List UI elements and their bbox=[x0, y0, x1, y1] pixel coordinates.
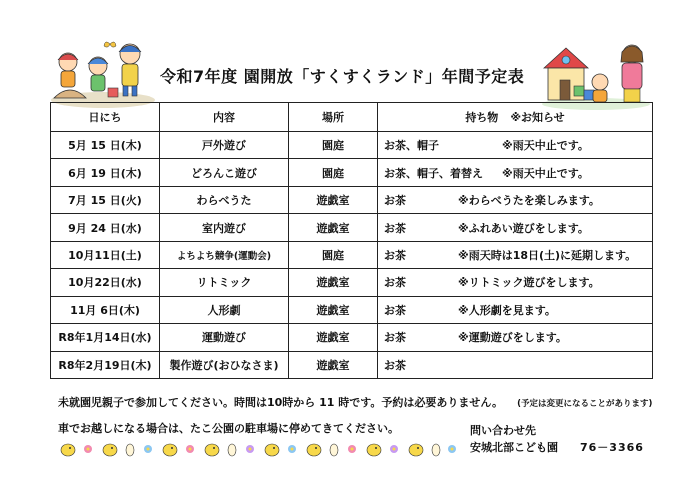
chick-icon bbox=[205, 444, 219, 456]
table-row bbox=[51, 241, 653, 268]
page-title: 令和7年度 園開放「すくすくランド」年間予定表 bbox=[160, 67, 525, 86]
header-date: 日にち bbox=[51, 103, 160, 132]
row-items-cell bbox=[378, 132, 653, 159]
footer-change-note: (予定は変更になることがあります) bbox=[517, 399, 653, 409]
chick-icon bbox=[163, 444, 177, 456]
row-note: ※雨天時は18日(土)に延期します。 bbox=[458, 248, 637, 262]
flower-icon bbox=[288, 445, 296, 453]
table-row bbox=[51, 324, 653, 351]
chick-icon bbox=[61, 444, 75, 456]
chick-icon bbox=[103, 444, 117, 456]
row-note: ※リトミック遊びをします。 bbox=[458, 276, 600, 290]
row-items-cell bbox=[378, 214, 653, 241]
row-items-cell bbox=[378, 241, 653, 268]
flower-icon bbox=[246, 445, 254, 453]
contact-name: 安城北部こども園 bbox=[470, 441, 558, 454]
table-row bbox=[51, 186, 653, 213]
egg-icon bbox=[432, 444, 440, 456]
row-note: ※わらべうたを楽しみます。 bbox=[458, 194, 600, 208]
header-notice-label: ※お知らせ bbox=[510, 111, 565, 124]
row-items-cell bbox=[378, 296, 653, 323]
row-items: お茶、帽子 bbox=[384, 139, 439, 153]
row-date: 7月 15 日(火) bbox=[51, 186, 160, 213]
row-place: 遊戯室 bbox=[289, 351, 378, 379]
contact-phone: 76－3366 bbox=[580, 441, 644, 454]
row-items-cell bbox=[378, 324, 653, 351]
table-row bbox=[51, 269, 653, 296]
flower-icon bbox=[84, 445, 92, 453]
row-place: 園庭 bbox=[289, 132, 378, 159]
flower-icon bbox=[186, 445, 194, 453]
row-date: R8年1月14日(水) bbox=[51, 324, 160, 351]
row-place: 園庭 bbox=[289, 241, 378, 268]
table-row bbox=[51, 296, 653, 323]
row-place: 遊戯室 bbox=[289, 186, 378, 213]
row-date: 11月 6日(木) bbox=[51, 296, 160, 323]
table-row bbox=[51, 159, 653, 186]
flower-icon bbox=[144, 445, 152, 453]
row-items-cell bbox=[378, 186, 653, 213]
row-place: 遊戯室 bbox=[289, 269, 378, 296]
row-place: 遊戯室 bbox=[289, 324, 378, 351]
chick-icon bbox=[367, 444, 381, 456]
row-content: よちよち競争(運動会) bbox=[160, 241, 289, 268]
row-note: ※ふれあい遊びをします。 bbox=[458, 221, 589, 235]
contact-block bbox=[470, 422, 644, 456]
row-content: 運動遊び bbox=[160, 324, 289, 351]
row-items-cell bbox=[378, 269, 653, 296]
footer-info bbox=[58, 394, 652, 410]
header-content: 内容 bbox=[160, 103, 289, 132]
row-place: 遊戯室 bbox=[289, 296, 378, 323]
flower-icon bbox=[448, 445, 456, 453]
table-row bbox=[51, 351, 653, 379]
chick-icon bbox=[307, 444, 321, 456]
row-date: 5月 15 日(木) bbox=[51, 132, 160, 159]
table-row bbox=[51, 214, 653, 241]
row-date: 10月11日(土) bbox=[51, 241, 160, 268]
row-content: 室内遊び bbox=[160, 214, 289, 241]
row-date: 6月 19 日(木) bbox=[51, 159, 160, 186]
row-content: わらべうた bbox=[160, 186, 289, 213]
house-children-illustration bbox=[540, 38, 652, 110]
row-note: ※雨天中止です。 bbox=[502, 166, 589, 180]
chick-flower-border-decoration bbox=[58, 438, 458, 460]
table-row bbox=[51, 132, 653, 159]
flower-icon bbox=[348, 445, 356, 453]
row-date: 10月22日(水) bbox=[51, 269, 160, 296]
row-items-cell bbox=[378, 159, 653, 186]
row-date: R8年2月19日(木) bbox=[51, 351, 160, 379]
contact-label: 問い合わせ先 bbox=[470, 424, 536, 437]
row-note: ※雨天中止です。 bbox=[502, 139, 589, 153]
row-items-cell bbox=[378, 351, 653, 379]
row-items: お茶 bbox=[384, 303, 406, 317]
egg-icon bbox=[330, 444, 338, 456]
row-note: ※運動遊びをします。 bbox=[458, 331, 567, 345]
table-header-row bbox=[51, 103, 653, 132]
row-date: 9月 24 日(水) bbox=[51, 214, 160, 241]
header-items-label: 持ち物 bbox=[465, 111, 499, 124]
chick-icon bbox=[409, 444, 423, 456]
footer-parking-text: 車でお越しになる場合は、たこ公園の駐車場に停めてきてください。 bbox=[58, 422, 399, 435]
row-items: お茶、帽子、着替え bbox=[384, 166, 483, 180]
row-items: お茶 bbox=[384, 248, 406, 262]
row-items: お茶 bbox=[384, 221, 406, 235]
children-playing-illustration bbox=[50, 36, 156, 108]
row-note: ※人形劇を見ます。 bbox=[458, 303, 556, 317]
row-items: お茶 bbox=[384, 331, 406, 345]
row-content: どろんこ遊び bbox=[160, 159, 289, 186]
row-content: 製作遊び(おひなさま) bbox=[160, 351, 289, 379]
footer-info-text: 未就園児親子で参加してください。時間は10時から 11 時です。予約は必要ありません。 bbox=[58, 396, 504, 409]
row-place: 園庭 bbox=[289, 159, 378, 186]
row-place: 遊戯室 bbox=[289, 214, 378, 241]
header-place: 場所 bbox=[289, 103, 378, 132]
egg-icon bbox=[228, 444, 236, 456]
schedule-table bbox=[50, 102, 653, 379]
chick-icon bbox=[265, 444, 279, 456]
header-items bbox=[378, 103, 653, 132]
row-items: お茶 bbox=[384, 276, 406, 290]
row-content: リトミック bbox=[160, 269, 289, 296]
egg-icon bbox=[126, 444, 134, 456]
row-items: お茶 bbox=[384, 194, 406, 208]
row-items: お茶 bbox=[384, 358, 406, 372]
row-content: 人形劇 bbox=[160, 296, 289, 323]
row-content: 戸外遊び bbox=[160, 132, 289, 159]
flower-icon bbox=[390, 445, 398, 453]
